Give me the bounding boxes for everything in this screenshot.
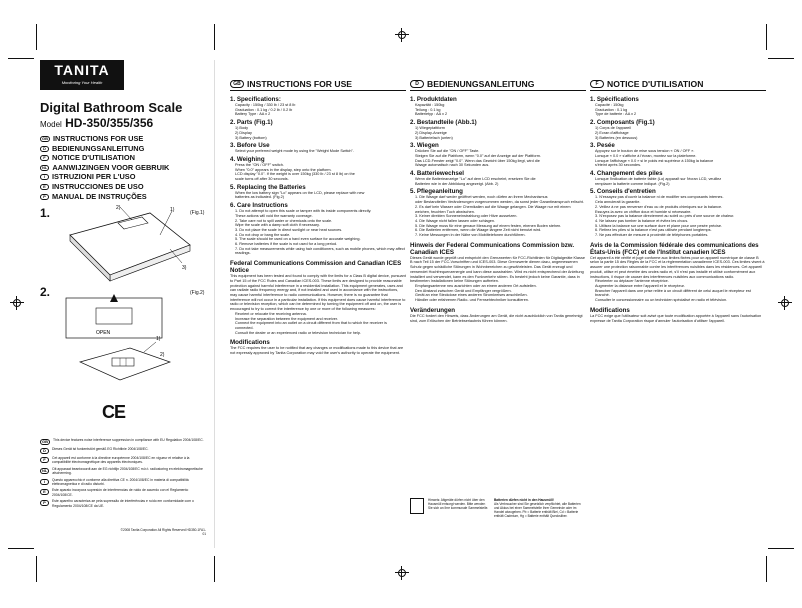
language-badge: F bbox=[40, 155, 49, 161]
callout-label: 2) bbox=[160, 352, 165, 358]
section-title: 3. Pesée bbox=[590, 142, 615, 150]
compliance-note: E Este aparato incorpora supresión de interferencias de ruido de acuerdo con el Reglamento 2004/108/CE. bbox=[40, 488, 206, 497]
figure-label: (Fig.1) bbox=[190, 210, 205, 216]
modifications-title: Veränderungen bbox=[410, 306, 456, 314]
product-title: Digital Bathroom Scale bbox=[40, 100, 183, 115]
section-title: 3. Wiegen bbox=[410, 142, 439, 150]
compliance-note: GB This device features noise interference suppression in compliance with EU Regulation 2004/108/EC. bbox=[42, 438, 204, 444]
crop-mark bbox=[768, 548, 794, 549]
column-header bbox=[410, 78, 586, 91]
crop-mark bbox=[768, 58, 794, 59]
battery-replacement-figure bbox=[60, 292, 200, 388]
section-title: 5. Pflegeanleitung bbox=[410, 188, 463, 196]
language-item: E INSTRUCCIONES DE USO bbox=[40, 182, 169, 192]
language-badge: D bbox=[410, 80, 424, 88]
column-german: D BEDIENUNGSANLEITUNG 1. Produktdaten Kapazität : 150kg Teilung : 0.1 kg Batterietyp : AA x 2 2. Bestandteile (Abb.1) 1) Wiegeplattform 2) Display-Anzeige 3) Batteriefach (unten) 3. Wiegen Drücken Sie auf die "ON / OFF" Taste. Steigen Sie auf die Plattform, wenn "0.0" auf der Anzeige auf der Plattform. Das LCD-Fenster zeigt "0.0". Wenn das Gewicht über 150kg liegt, wird die Waage automatisch nach 30 Sekunden aus. 4. Batteriewechsel Wenn die Batterieanzeige "Lo" auf dem LCD erscheint, ersetzen Sie die Batterien wie in der Abbildung angezeigt. (Abb. 2) 5. Pflegeanleitung 1. Die Waage darf weder geöffnet werden, noch dürfen an ihrem Mechanismus oder Bestandteilen Veränderungen vorgenommen werden, da sonst jeder Garantieanspruch erlischt. 2. Es darf kein Wasser oder Chemikalien auf die Waage gelangen. Die Waage nur mit einem weichen, feuchten Tuch abwischen. 3. Keiner direkten Sonneneinstrahlung oder Hitze aussetzen. 4. Die Waage nicht fallen lassen oder schlagen. 5. Die Waage muss für eine genaue Messung auf einem festen, ebenen Boden stehen. 6. Die Batterien entfernen, wenn die Waage längere Zeit nicht benutzt wird. 7. Keine Messungen in der Nähe von Mobiltelefonen durchführen. Hinweis der Federal Communications Commission bzw. Canadian ICES Dieses Gerät wurde geprüft und entspricht den Grenzwerten für FCC-Richtlinien für Digitalgeräte Klasse B nach Teil 15 der FCC-Vorschriften und ICES-003. Diese Grenzwerte dienen dazu, angemessenen Schutz gegen schädliche Störungen in Wohnbereichen zu gewährleisten. Das Gerät erzeugt und verwendet Hochfrequenzenergie und kann diese ausstrahlen. Wird es nicht entsprechend der Anleitung installiert und verwendet, kann es den Funkverkehr stören. Es besteht jedoch keine Garantie, dass in bestimmten Installationen keine Störungen auftreten. Empfangsantenne neu ausrichten oder an einem anderen Ort aufstellen. Den Abstand zwischen Gerät und Empfänger vergrößern. Gerät an eine Steckdose eines anderen Stromkreises anschließen. Händler oder erfahrenen Radio- und Fernsehtechniker konsultieren. Veränderungen Die FCC fordert den Hinweis, dass Änderungen am Gerät, die nicht ausdrücklich von Tanita genehmigt sind, zum Erlöschen der Betriebserlaubnis führen können. bbox=[410, 79, 585, 323]
column-header bbox=[230, 78, 406, 91]
language-item: I ISTRUZIONI PER L'USO bbox=[40, 172, 169, 182]
compliance-note: NL Dit apparaat beantwoordt aan de EG richtlijn 2004/108/EC m.b.t. radiostoring en elektromagnetische afscherming. bbox=[42, 466, 203, 476]
section-title: 1. Spécifications bbox=[590, 96, 639, 103]
step-number: 2. bbox=[40, 285, 51, 299]
fcc-bullets: Réorienter ou déplacer l'antenne réceptrice. Augmenter la distance entre l'appareil et le récepteur. Brancher l'appareil dans une prise reliée à un circuit différent de celui auquel le récepteur est branché. Consulter le concessionnaire ou un technicien spécialisé en radio et télévision. bbox=[595, 279, 751, 303]
modifications-text: La FCC exige que l'utilisateur soit avisé que toute modification apportée à l'appareil sans l'autorisation expresse de Tanita Corporation risque d'annuler l'autorisation d'utiliser l'appareil. bbox=[590, 313, 762, 323]
section-title: 4. Changement des piles bbox=[590, 170, 663, 178]
section-title: 2. Parts (Fig.1) bbox=[230, 119, 273, 127]
open-label: OPEN bbox=[96, 330, 111, 336]
copyright: ©2008 Tanita Corporation All Rights Reserved HD350-1FA1-01 bbox=[120, 528, 206, 536]
recycling-text: Hinweis: Altgeräte dürfen nicht über den Hausmüll entsorgt werden. Bitte wenden Sie sich an Ihre kommunale Sammelstelle. bbox=[428, 498, 489, 510]
column-french: F NOTICE D'UTILISATION 1. Spécifications Capacité : 150kg Graduation : 0.1 kg Type de batterie : AA x 2 2. Composants (Fig.1) 1) Corps de l'appareil 2) Ecran d'affichage 3) Batteries (en dessous) 3. Pesée Appuyez sur le bouton de mise sous tension « ON / OFF ». Lorsque « 0.0 » s'affiche à l'écran, montez sur la plateforme. Lorsque l'affichage « 0.0 » si le poids est supérieur à 150kg la balance s'éteint après 30 secondes. 4. Changement des piles Lorsque l'indication de batterie faible (Lo) apparaît sur l'écran LCD, veuillez remplacer la batterie comme indiqué. (Fig.2) 5. Conseils d'entretien 1. N'essayez pas d'ouvrir la balance ni de modifier ses composants internes. Cela annulerait la garantie. 2. Veillez à ne pas renverser d'eau ou de produits chimiques sur la balance. Essuyez-la avec un chiffon doux et humide si nécessaire. 3. N'exposez pas la balance directement au soleil ou près d'une source de chaleur. 4. Ne laissez pas tomber la balance et évitez les chocs. 5. Utilisez la balance sur une surface dure et plane pour une pesée précise. 6. Retirez les piles si la balance n'est pas utilisée pendant longtemps. 7. Ne pas effectuer de mesure à proximité de téléphones portables. Avis de la Commission fédérale des communications des États-Unis (FCC) et de l'Institut canadien ICES Cet appareil a été vérifié et jugé conforme aux limites fixées pour un appareil numérique de classe B selon la partie 15 des Règles de la FCC et la réglementation canadienne ICES-003. Ces limites visent à assurer une protection raisonnable contre les interférences nuisibles dans les résidences. Cet appareil produit, utilise et peut émettre des ondes radio et, s'il n'est pas installé et utilisé conformément aux instructions, il risque de causer des interférences nuisibles aux communications radio. Réorienter ou déplacer l'antenne réceptrice. Augmenter la distance entre l'appareil et le récepteur. Brancher l'appareil dans une prise reliée à un circuit différent de celui auquel le récepteur est branché. Consulter le concessionnaire ou un technicien spécialisé en radio et télévision. Modifications La FCC exige que l'utilisateur soit avisé que toute modification apportée à l'appareil sans l'autorisation expresse de Tanita Corporation risque d'annuler l'autorisation d'utiliser l'appareil. bbox=[590, 79, 765, 323]
model-prefix: Model bbox=[40, 120, 62, 129]
compliance-note: I Questo apparecchio è conforme alla direttiva CE n. 2004/108/EC in materia di compatibilità elettromagnetica e di radio disturbi. bbox=[40, 478, 206, 487]
ce-mark-icon: CE bbox=[102, 402, 126, 422]
language-item: F NOTICE D'UTILISATION bbox=[40, 153, 169, 163]
language-badge: D bbox=[40, 146, 49, 152]
column-title: BEDIENUNGSANLEITUNG bbox=[427, 79, 535, 89]
section-title: 5. Conseils d'entretien bbox=[590, 188, 656, 196]
brand-logo bbox=[40, 60, 124, 90]
section-title: 2. Composants (Fig.1) bbox=[590, 119, 655, 127]
fcc-title: Federal Communications Commission and Canadian ICES Notice bbox=[230, 260, 402, 275]
fcc-text: Cet appareil a été vérifié et jugé conforme aux limites fixées pour un appareil numérique de classe B selon la partie 15 des Règles de la FCC et la réglementation canadienne ICES-003. Ces limites visent à assurer une protection raisonnable contre les interférences nuisibles dans les résidences. Cet appareil produit, utilise et peut émettre des ondes radio et, s'il n'est pas installé et utilisé conformément aux instructions, il risque de causer des interférences nuisibles aux communications radio. bbox=[590, 255, 765, 279]
compliance-note: D Dieses Gerät ist funkentstört gemäß EG Richtlinie 2004/108/EC. bbox=[40, 447, 206, 454]
compliance-note: F Cet appareil est conforme à la directive européenne 2004/108/EC en vigueur et relative à la compatibilité électromagnétique des appareils électroniques. bbox=[40, 456, 206, 465]
language-badge: NL bbox=[42, 164, 48, 170]
modifications-title: Modifications bbox=[590, 306, 630, 314]
crop-mark bbox=[766, 556, 767, 582]
care-list: 1. Die Waage darf weder geöffnet werden, noch dürfen an ihrem Mechanismus oder Bestandteilen Veränderungen vorgenommen werden, da sonst jeder Garantieanspruch erlischt. 2. Es darf kein Wasser oder Chemikalien auf die Waage gelangen. Die Waage nur mit einem weichen, feuchten Tuch abwischen. 3. Keiner direkten Sonneneinstrahlung oder Hitze aussetzen. 4. Die Waage nicht fallen lassen oder schlagen. 5. Die Waage muss für eine genaue Messung auf einem festen, ebenen Boden stehen. 6. Die Batterien entfernen, wenn die Waage längere Zeit nicht benutzt wird. 7. Keine Messungen in der Nähe von Mobiltelefonen durchführen. bbox=[415, 195, 584, 238]
language-badge: GB bbox=[42, 136, 48, 141]
model-line bbox=[40, 116, 153, 130]
language-item: GB INSTRUCTIONS FOR USE bbox=[42, 134, 144, 143]
language-badge: P bbox=[40, 194, 49, 200]
care-list: 1. Do not attempt to open this scale or tamper with its inside components directly. These actions will void the warranty coverage. 2. Take care not to spill water or chemicals onto the scale. Wipe the scale with a damp soft cloth if necessary. 3. Do not place the scale in direct sunlight or near heat sources. 4. Do not drop or bang the scale. 5. The scale should be used on a hard even surface for accurate weighing. 6. Remove batteries if the scale is not used for a long period. 7. Do not take measurements while using hair conditioners, such as mobile phones, which may affect readings. bbox=[235, 209, 405, 256]
model-numbers: HD-350/355/356 bbox=[65, 116, 154, 130]
fcc-bullets: Reorient or relocate the receiving antenna. Increase the separation between the equipment and receiver. Connect the equipment into an outlet on a circuit different from that to which the receiver is connected. Consult the dealer or an experienced radio or television technician for help. bbox=[235, 311, 387, 335]
crop-mark bbox=[214, 24, 215, 50]
column-title: INSTRUCTIONS FOR USE bbox=[247, 79, 353, 89]
modifications-text: The FCC requires the user to be notified that any changes or modifications made to this device that are not expressly approved by Tanita Corporation may void the user's authority to operate the equipment. bbox=[230, 346, 404, 356]
callout-label: 1) bbox=[170, 207, 175, 213]
column-title: NOTICE D'UTILISATION bbox=[607, 79, 704, 89]
callout-label: 2) bbox=[116, 205, 121, 211]
battery-warning: Batterien dürfen nicht in den Hausmüll! Als Verbraucher sind Sie gesetzlich verpflichtet, alle Batterien und Akkus bei einer Sammelstelle Ihrer Gemeinde oder im Handel abzugeben. Pb = Batterie enthält Blei, Cd = Batterie enthält Cadmium, Hg = Batterie enthält Quecksilber. bbox=[494, 498, 581, 518]
language-item: P MANUAL DE INSTRUÇÕES bbox=[40, 192, 169, 202]
language-item: D BEDIENUNGSANLEITUNG bbox=[40, 144, 169, 154]
fcc-text: Dieses Gerät wurde geprüft und entspricht den Grenzwerten für FCC-Richtlinien für Digitalgeräte Klasse B nach Teil 15 der FCC-Vorschriften und ICES-003. Diese Grenzwerte dienen dazu, angemessenen Schutz gegen schädliche Störungen in Wohnbereichen zu gewährleisten. Das Gerät erzeugt und verwendet Hochfrequenzenergie und kann diese ausstrahlen. Wird es nicht entsprechend der Anleitung installiert und verwendet, kann es den Funkverkehr stören. Es besteht jedoch keine Garantie, dass in bestimmten Installationen keine Störungen auftreten. bbox=[410, 255, 585, 284]
crop-mark bbox=[8, 548, 34, 549]
compliance-notes bbox=[40, 438, 206, 510]
language-badge: I bbox=[40, 174, 49, 180]
registration-mark-icon bbox=[778, 296, 792, 310]
section-title: 2. Bestandteile (Abb.1) bbox=[410, 119, 477, 127]
crop-mark bbox=[766, 24, 767, 50]
crop-mark bbox=[214, 556, 215, 582]
modifications-title: Modifications bbox=[230, 339, 270, 347]
compliance-note: P Este aparelho caracteriza-se pela supressão de interferências e ruído em conformidade com o Regulamento 2004/108/CE da UE. bbox=[40, 499, 206, 508]
column-header bbox=[590, 78, 766, 91]
crossed-bin-icon bbox=[410, 498, 424, 514]
language-list bbox=[40, 134, 169, 201]
figure-label: (Fig.2) bbox=[190, 290, 205, 296]
scale-parts-figure bbox=[60, 205, 200, 285]
callout-label: 3) bbox=[182, 265, 187, 271]
section-title: 3. Before Use bbox=[230, 142, 270, 150]
crop-mark bbox=[36, 556, 37, 582]
crop-mark bbox=[36, 24, 37, 50]
recycling-notice bbox=[410, 498, 586, 526]
modifications-text: Die FCC fordert den Hinweis, dass Änderungen am Gerät, die nicht ausdrücklich von Tanita genehmigt sind, zum Erlöschen der Betriebserlaubnis führen können. bbox=[410, 313, 583, 323]
section-title: 6. Care Instructions bbox=[230, 202, 288, 210]
fcc-title: Hinweis der Federal Communications Commission bzw. Canadian ICES bbox=[410, 241, 575, 256]
registration-mark-icon bbox=[395, 28, 409, 42]
section-title: 1. Specifications: bbox=[230, 96, 281, 103]
language-badge: E bbox=[40, 184, 49, 190]
section-title: 4. Weighing bbox=[230, 155, 265, 163]
registration-mark-icon bbox=[10, 296, 24, 310]
language-badge: GB bbox=[230, 80, 244, 88]
fcc-text: This equipment has been tested and found to comply with the limits for a Class B digital device, pursuant to Part 15 of the FCC Rules and Canadian ICES-003. These limits are designed to provide reasonable protection against harmful interference in a residential installation. This equipment generates, uses and can radiate radio frequency energy and, if not installed and used in accordance with the instructions, may cause harmful interference to radio communications. However, there is no guarantee that interference will not occur in a particular installation. If this equipment does cause harmful interference to radio or television reception, which can be determined by turning the equipment off and on, the user is encouraged to try to correct the interference by one or more of the following measures: bbox=[230, 274, 406, 312]
language-item: NL AANWIJZINGEN VOOR GEBRUIK bbox=[42, 162, 170, 172]
step-number: 1. bbox=[40, 206, 51, 220]
column-english: GB INSTRUCTIONS FOR USE 1. Specifications: Capacity : 150kg / 330 lb / 23 st 8 lb Graduation : 0.1 kg / 0.2 lb / 0.2 lb Battery Type : AA x 2 2. Parts (Fig.1) 1) Body 2) Display 3) Battery (bottom) 3. Before Use Select your preferred weight mode by using the "Weight Mode Switch". 4. Weighing Press the "ON / OFF" switch. When "0.0" appears in the display, step onto the platform. LCD display "0.0". If the weight is over 150kg (330 lb / 23 st 8 lb) on the scale turns off after 30 seconds. 5. Replacing the Batteries When the low battery sign "Lo" appears on the LCD, please replace with new batteries as indicated. (Fig.2) 6. Care Instructions 1. Do not attempt to open this scale or tamper with its inside components directly. These actions will void the warranty coverage. 2. Take care not to spill water or chemicals onto the scale. Wipe the scale with a damp soft cloth if necessary. 3. Do not place the scale in direct sunlight or near heat sources. 4. Do not drop or bang the scale. 5. The scale should be used on a hard even surface for accurate weighing. 6. Remove batteries if the scale is not used for a long period. 7. Do not take measurements while using hair conditioners, such as mobile phones, which may affect readings. Federal Communications Commission and Canadian ICES Notice This equipment has been tested and found to comply with the limits for a Class B digital device, pursuant to Part 15 of the FCC Rules and Canadian ICES-003. These limits are designed to provide reasonable protection against harmful interference in a residential installation. This equipment generates, uses and can radiate radio frequency energy and, if not installed and used in accordance with the instructions, may cause harmful interference to radio communications. However, there is no guarantee that interference will not occur in a particular installation. If this equipment does cause harmful interference to radio or television reception, which can be determined by turning the equipment off and on, the user is encouraged to try to correct the interference by one or more of the following measures: Reorient or relocate the receiving antenna. Increase the separation between the equipment and receiver. Connect the equipment into an outlet on a circuit different from that to which the receiver is connected. Consult the dealer or an experienced radio or television technician for help. Modifications The FCC requires the user to be notified that any changes or modifications made to this device that are not expressly approved by Tanita Corporation may void the user's authority to operate the equipment. bbox=[230, 79, 406, 356]
registration-mark-icon bbox=[395, 566, 409, 580]
section-title: 4. Batteriewechsel bbox=[410, 170, 464, 178]
crop-mark bbox=[8, 58, 34, 59]
fcc-title: Avis de la Commission fédérale des communications des États-Unis (FCC) et de l'Institut canadien ICES bbox=[590, 241, 759, 256]
fcc-bullets: Empfangsantenne neu ausrichten oder an einem anderen Ort aufstellen. Den Abstand zwischen Gerät und Empfänger vergrößern. Gerät an eine Steckdose eines anderen Stromkreises anschließen. Händler oder erfahrenen Radio- und Fernsehtechniker konsultieren. bbox=[415, 283, 537, 303]
fold-line bbox=[214, 60, 215, 548]
language-badge: F bbox=[590, 80, 604, 88]
brand-name: TANITA bbox=[54, 62, 110, 78]
care-list: 1. N'essayez pas d'ouvrir la balance ni de modifier ses composants internes. Cela annulerait la garantie. 2. Veillez à ne pas renverser d'eau ou de produits chimiques sur la balance. Essuyez-la avec un chiffon doux et humide si nécessaire. 3. N'exposez pas la balance directement au soleil ou près d'une source de chaleur. 4. Ne laissez pas tomber la balance et évitez les chocs. 5. Utilisez la balance sur une surface dure et plane pour une pesée précise. 6. Retirez les piles si la balance n'est pas utilisée pendant longtemps. 7. Ne pas effectuer de mesure à proximité de téléphones portables. bbox=[595, 195, 735, 238]
section-title: 1. Produktdaten bbox=[410, 96, 457, 103]
brand-tagline: Monitoring Your Health bbox=[61, 80, 103, 85]
callout-label: 1) bbox=[156, 336, 161, 342]
section-title: 5. Replacing the Batteries bbox=[230, 183, 306, 191]
